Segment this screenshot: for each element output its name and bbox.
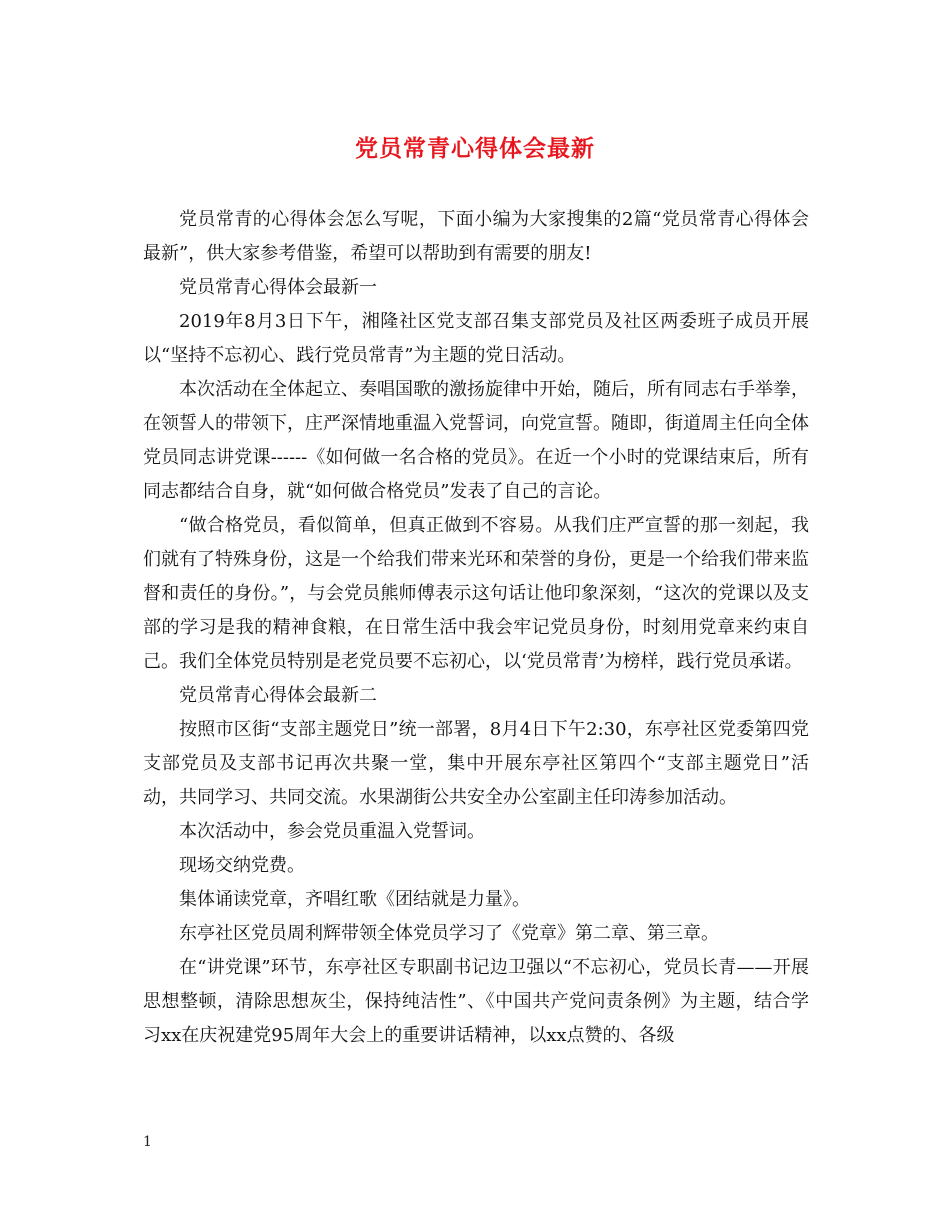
paragraph: 东亭社区党员周利辉带领全体党员学习了《党章》第二章、第三章。: [179, 923, 719, 944]
paragraph-intro: 党员常青的心得体会怎么写呢，下面小编为大家搜集的2篇“党员常青心得体会最新”，供大家参考借鉴，希望可以帮助到有需要的朋友!: [143, 209, 809, 264]
paragraph: 集体诵读党章，齐唱红歌《团结就是力量》。: [179, 889, 530, 910]
paragraph: 在“讲党课”环节，东亭社区专职副书记边卫强以“不忘初心，党员长青——开展思想整顿，清除思想灰尘，保持纯洁性”、《中国共产党问责条例》为主题，结合学习xx在庆祝建党95周年大会上的重要讲话精神，以xx点赞的、各级: [143, 957, 809, 1046]
document-title: 党员常青心得体会最新: [355, 135, 595, 162]
paragraph: 按照市区街“支部主题党日”统一部署，8月4日下午2:30，东亭社区党委第四党支部党员及支部书记再次共聚一堂，集中开展东亭社区第四个“支部主题党日”活动，共同学习、共同交流。水果湖街公共安全办公室副主任印涛参加活动。: [143, 719, 809, 808]
document-body: [143, 203, 809, 1053]
paragraph: 本次活动在全体起立、奏唱国歌的激扬旋律中开始，随后，所有同志右手举拳，在领誓人的带领下，庄严深情地重温入党誓词，向党宣誓。随即，街道周主任向全体党员同志讲党课------《如何做一名合格的党员》。在近一个小时的党课结束后，所有同志都结合自身，就“如何做合格党员”发表了自己的言论。: [143, 379, 809, 502]
page-number: 1: [143, 1134, 152, 1150]
paragraph: 2019年8月3日下午，湘隆社区党支部召集支部党员及社区两委班子成员开展以“坚持不忘初心、践行党员常青”为主题的党日活动。: [143, 311, 809, 366]
paragraph: 本次活动中，参会党员重温入党誓词。: [179, 821, 485, 842]
paragraph-quote: “做合格党员，看似简单，但真正做到不容易。从我们庄严宣誓的那一刻起，我们就有了特殊身份，这是一个给我们带来光环和荣誉的身份，更是一个给我们带来监督和责任的身份。”，与会党员熊师傅表示这句话让他印象深刻，“这次的党课以及支部的学习是我的精神食粮，在日常生活中我会牢记党员身份，时刻用党章来约束自己。我们全体党员特别是老党员要不忘初心，以‘党员常青’为榜样，践行党员承诺。: [143, 515, 809, 672]
section-heading-one: 党员常青心得体会最新一: [179, 277, 377, 298]
section-heading-two: 党员常青心得体会最新二: [179, 685, 377, 706]
paragraph: 现场交纳党费。: [179, 855, 305, 876]
